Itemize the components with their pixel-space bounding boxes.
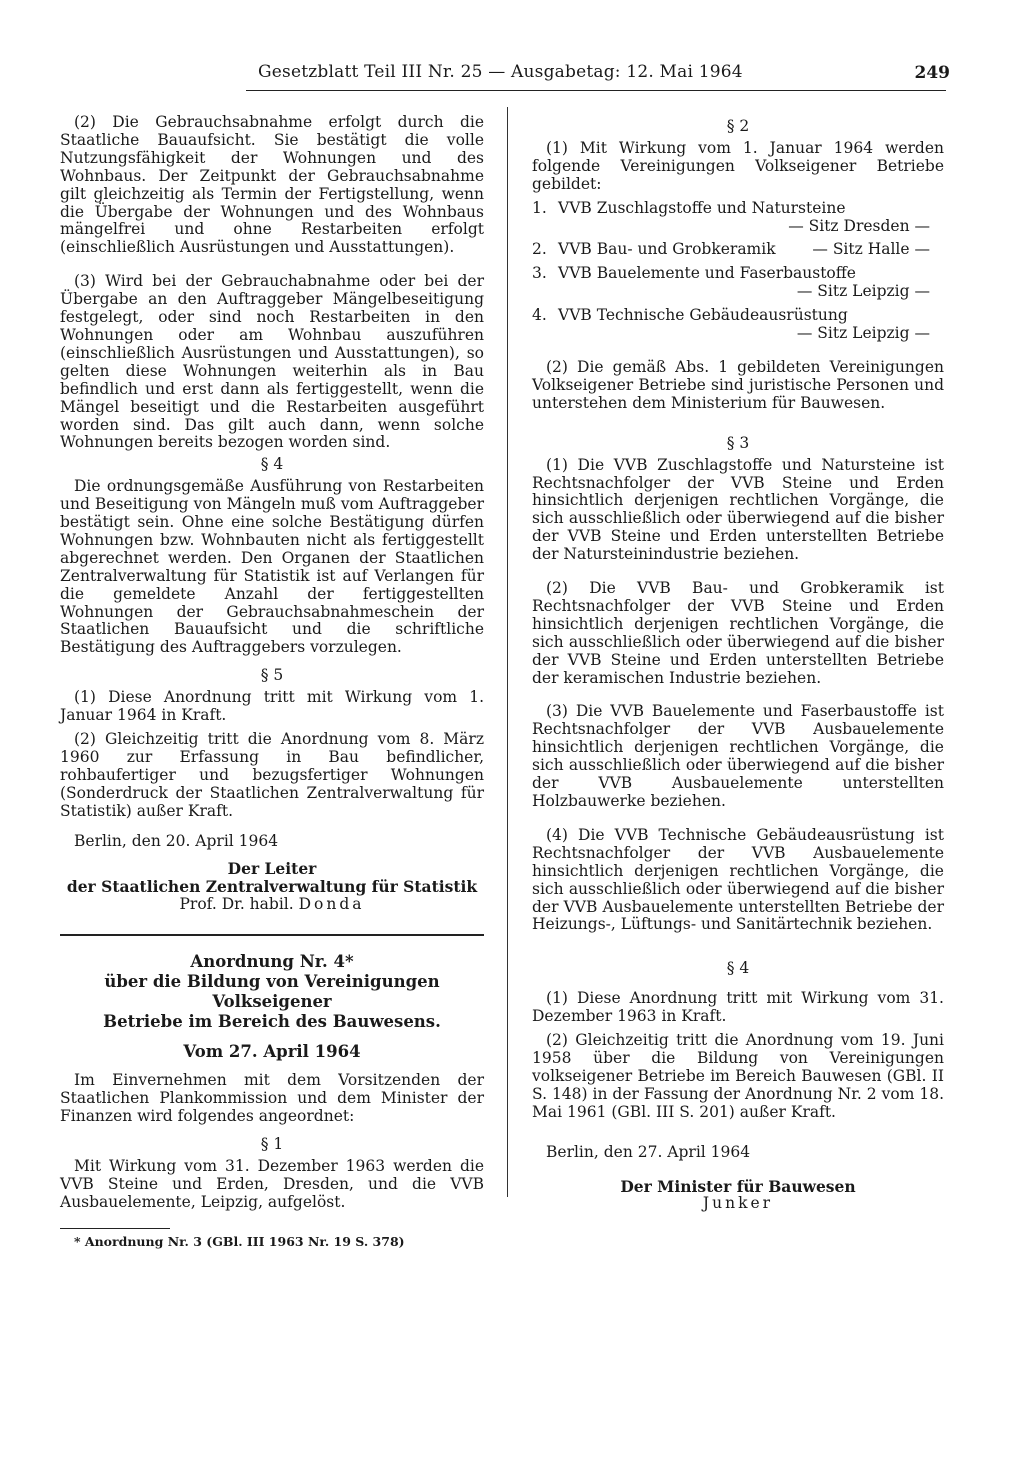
list-name: VVB Zuschlagstoffe und Natursteine	[558, 198, 846, 217]
date-place: Berlin, den 27. April 1964	[546, 1142, 751, 1161]
ordinance-preamble: Im Einvernehmen mit dem Vorsitzenden der Staatlichen Plankommission und dem Minister der Finanzen wird folgendes angeordnet:	[60, 1071, 484, 1125]
section-2-intro: (1) Mit Wirkung vom 1. Januar 1964 werden folgende Vereinigungen Volkseigener Betriebe gebildet:	[532, 138, 944, 193]
section-3-paragraph-1: (1) Die VVB Zuschlagstoffe und Natursteine ist Rechtsnachfolger der VVB Steine und Erden hinsichtlich derjenigen rechtlichen Vorgänge, die sich ausschließlich oder überwiegend auf die bisher der VVB Steine und Erden unterstellten Betriebe der Natursteinindustrie beziehen.	[532, 455, 944, 564]
list-number: 3.	[532, 264, 547, 283]
signature-title: Der Minister für Bauwesen	[620, 1176, 856, 1196]
section-3-paragraph-4: (4) Die VVB Technische Gebäudeausrüstung ist Rechtsnachfolger der VVB Ausbauelemente hinsichtlich derjenigen rechtlichen Vorgänge, die sich ausschließlich oder überwiegend auf die bisher der VVB Ausbauelemente unterstellten Betriebe der Heizungs-, Lüftungs- und Sanitärtechnik beziehen.	[532, 825, 944, 934]
footnote-rule	[60, 1228, 170, 1229]
section-5-paragraph-1: (1) Diese Anordnung tritt mit Wirkung vom 1. Januar 1964 in Kraft.	[60, 688, 484, 725]
section-3-paragraph-3: (3) Die VVB Bauelemente und Faserbaustoffe ist Rechtsnachfolger der VVB Ausbauelemente hinsichtlich derjenigen rechtlichen Vorgänge, die sich ausschließlich oder überwiegend auf die bisher der VVB Ausbauelemente unterstellten Holzbauwerke beziehen.	[532, 702, 944, 810]
section-2-paragraph-2: (2) Die gemäß Abs. 1 gebildeten Vereinigungen Volkseigener Betriebe sind juristische Personen und unterstehen dem Ministerium für Bauwesen.	[532, 357, 944, 412]
page-number: 249	[914, 63, 950, 83]
list-sitz: — Sitz Leipzig —	[796, 324, 930, 343]
paragraph-maengel: (3) Wird bei der Gebrauchabnahme oder bei der Übergabe an den Auftraggeber Mängelbeseitigung festgelegt, oder sind noch Restarbeiten in den Wohnungen oder am Wohnbau auszuführen (einschließlich Ausrüstungen und Ausstattungen), so gelten diese Wohnungen weiterhin als in Bau befindlich und erst dann als fertiggestellt, wenn die Mängel beseitigt und die Restarbeiten ausgeführt worden sind. Das gilt auch dann, wenn solche Wohnungen bereits bezogen worden sind.	[60, 272, 484, 452]
list-name: VVB Technische Gebäudeausrüstung	[558, 306, 848, 325]
list-sitz: — Sitz Leipzig —	[796, 282, 930, 301]
section-5-paragraph-2: (2) Gleichzeitig tritt die Anordnung vom 8. März 1960 zur Erfassung in Bau befindlicher, rohbaufertiger und bezugsfertiger Wohnungen (Sonderdruck der Staatlichen Zentralverwaltung für Statistik) außer Kraft.	[60, 730, 484, 820]
signature-name-line	[60, 896, 484, 914]
ordinance-title-2: über die Bildung von Vereinigungen Volkseigener	[104, 972, 440, 1012]
section-4-paragraph-1: (1) Diese Anordnung tritt mit Wirkung vom 31. Dezember 1963 in Kraft.	[532, 989, 944, 1026]
column-divider	[507, 107, 508, 1197]
section-4-text: Die ordnungsgemäße Ausführung von Restarbeiten und Beseitigung von Mängeln muß vom Auftraggeber bestätigt sein. Ohne eine solche Bestätigung dürfen Wohnungen bzw. Wohnbauten nicht als fertiggestellt abgerechnet werden. Den Organen der Staatlichen Zentralverwaltung für Statistik ist auf Verlangen für die gemeldete Anzahl der fertiggestellten Wohnungen der Gebrauchsabnahmeschein der Staatlichen Bauaufsicht und die schriftliche Bestätigung des Auftraggebers vorzulegen.	[60, 477, 484, 657]
list-item	[532, 241, 944, 259]
section-1-heading: § 1	[260, 1134, 284, 1153]
ordinance-title-1: Anordnung Nr. 4*	[190, 952, 354, 972]
list-sitz: — Sitz Halle —	[812, 240, 930, 259]
section-3-paragraph-2: (2) Die VVB Bau- und Grobkeramik ist Rechtsnachfolger der VVB Steine und Erden hinsichtlich derjenigen rechtlichen Vorgänge, die sich ausschließlich oder überwiegend auf die bisher der VVB Steine und Erden unterstellten Betriebe der keramischen Industrie beziehen.	[532, 579, 944, 687]
ordinance-date: Vom 27. April 1964	[183, 1042, 361, 1062]
list-number: 2.	[532, 240, 547, 259]
list-number: 1.	[532, 198, 547, 217]
section-5-heading: § 5	[260, 666, 284, 685]
signature-name: Donda	[298, 895, 365, 914]
footnote: * Anordnung Nr. 3 (GBl. III 1963 Nr. 19 S. 378)	[74, 1233, 405, 1249]
list-item	[532, 307, 944, 325]
signature-name-prefix: Prof. Dr. habil.	[179, 895, 294, 914]
list-sitz: — Sitz Dresden —	[788, 216, 930, 235]
section-1-text: Mit Wirkung vom 31. Dezember 1963 werden die VVB Steine und Erden, Dresden, und die VVB Ausbauelemente, Leipzig, aufgelöst.	[60, 1156, 484, 1211]
header-rule	[246, 90, 946, 91]
signature-title-1: Der Leiter	[227, 859, 317, 879]
date-place: Berlin, den 20. April 1964	[74, 831, 279, 850]
section-4-paragraph-2: (2) Gleichzeitig tritt die Anordnung vom 19. Juni 1958 über die Bildung von Vereinigungen volkseigener Betriebe im Bereich Bauwesen (GBl. II S. 148) in der Fassung der Anordnung Nr. 2 vom 18. Mai 1961 (GBl. III S. 201) außer Kraft.	[532, 1031, 944, 1121]
list-name: VVB Bauelemente und Faserbaustoffe	[558, 264, 856, 283]
section-rule	[60, 934, 484, 936]
ordinance-title-3: Betriebe im Bereich des Bauwesens.	[103, 1012, 441, 1032]
right-column	[532, 114, 944, 1213]
list-item	[532, 200, 944, 218]
vvb-list	[532, 200, 944, 343]
page-header	[230, 58, 950, 88]
list-name: VVB Bau- und Grobkeramik	[558, 240, 776, 259]
list-item	[532, 265, 944, 283]
list-number: 4.	[532, 306, 547, 325]
signature-title-2: der Staatlichen Zentralverwaltung für Statistik	[66, 877, 478, 897]
signature-name: Junker	[702, 1194, 774, 1213]
section-4-heading: § 4	[726, 959, 750, 978]
left-column	[60, 114, 484, 1250]
paragraph-gebrauchsabnahme: (2) Die Gebrauchsabnahme erfolgt durch die Staatliche Bauaufsicht. Sie bestätigt die volle Nutzungsfähigkeit der Wohnungen und des Wohnbaus. Der Zeitpunkt der Gebrauchsabnahme gilt gleichzeitig als Termin der Fertigstellung, wenn die Übergabe der Wohnungen und des Wohnbaus mängelfrei und ohne Restarbeiten erfolgt (einschließlich Ausrüstungen und Ausstattungen).	[60, 113, 484, 257]
section-4-heading: § 4	[260, 455, 284, 474]
header-title: Gesetzblatt Teil III Nr. 25 — Ausgabetag: 12. Mai 1964	[258, 62, 743, 82]
section-3-heading: § 3	[726, 433, 750, 452]
section-2-heading: § 2	[726, 117, 750, 135]
